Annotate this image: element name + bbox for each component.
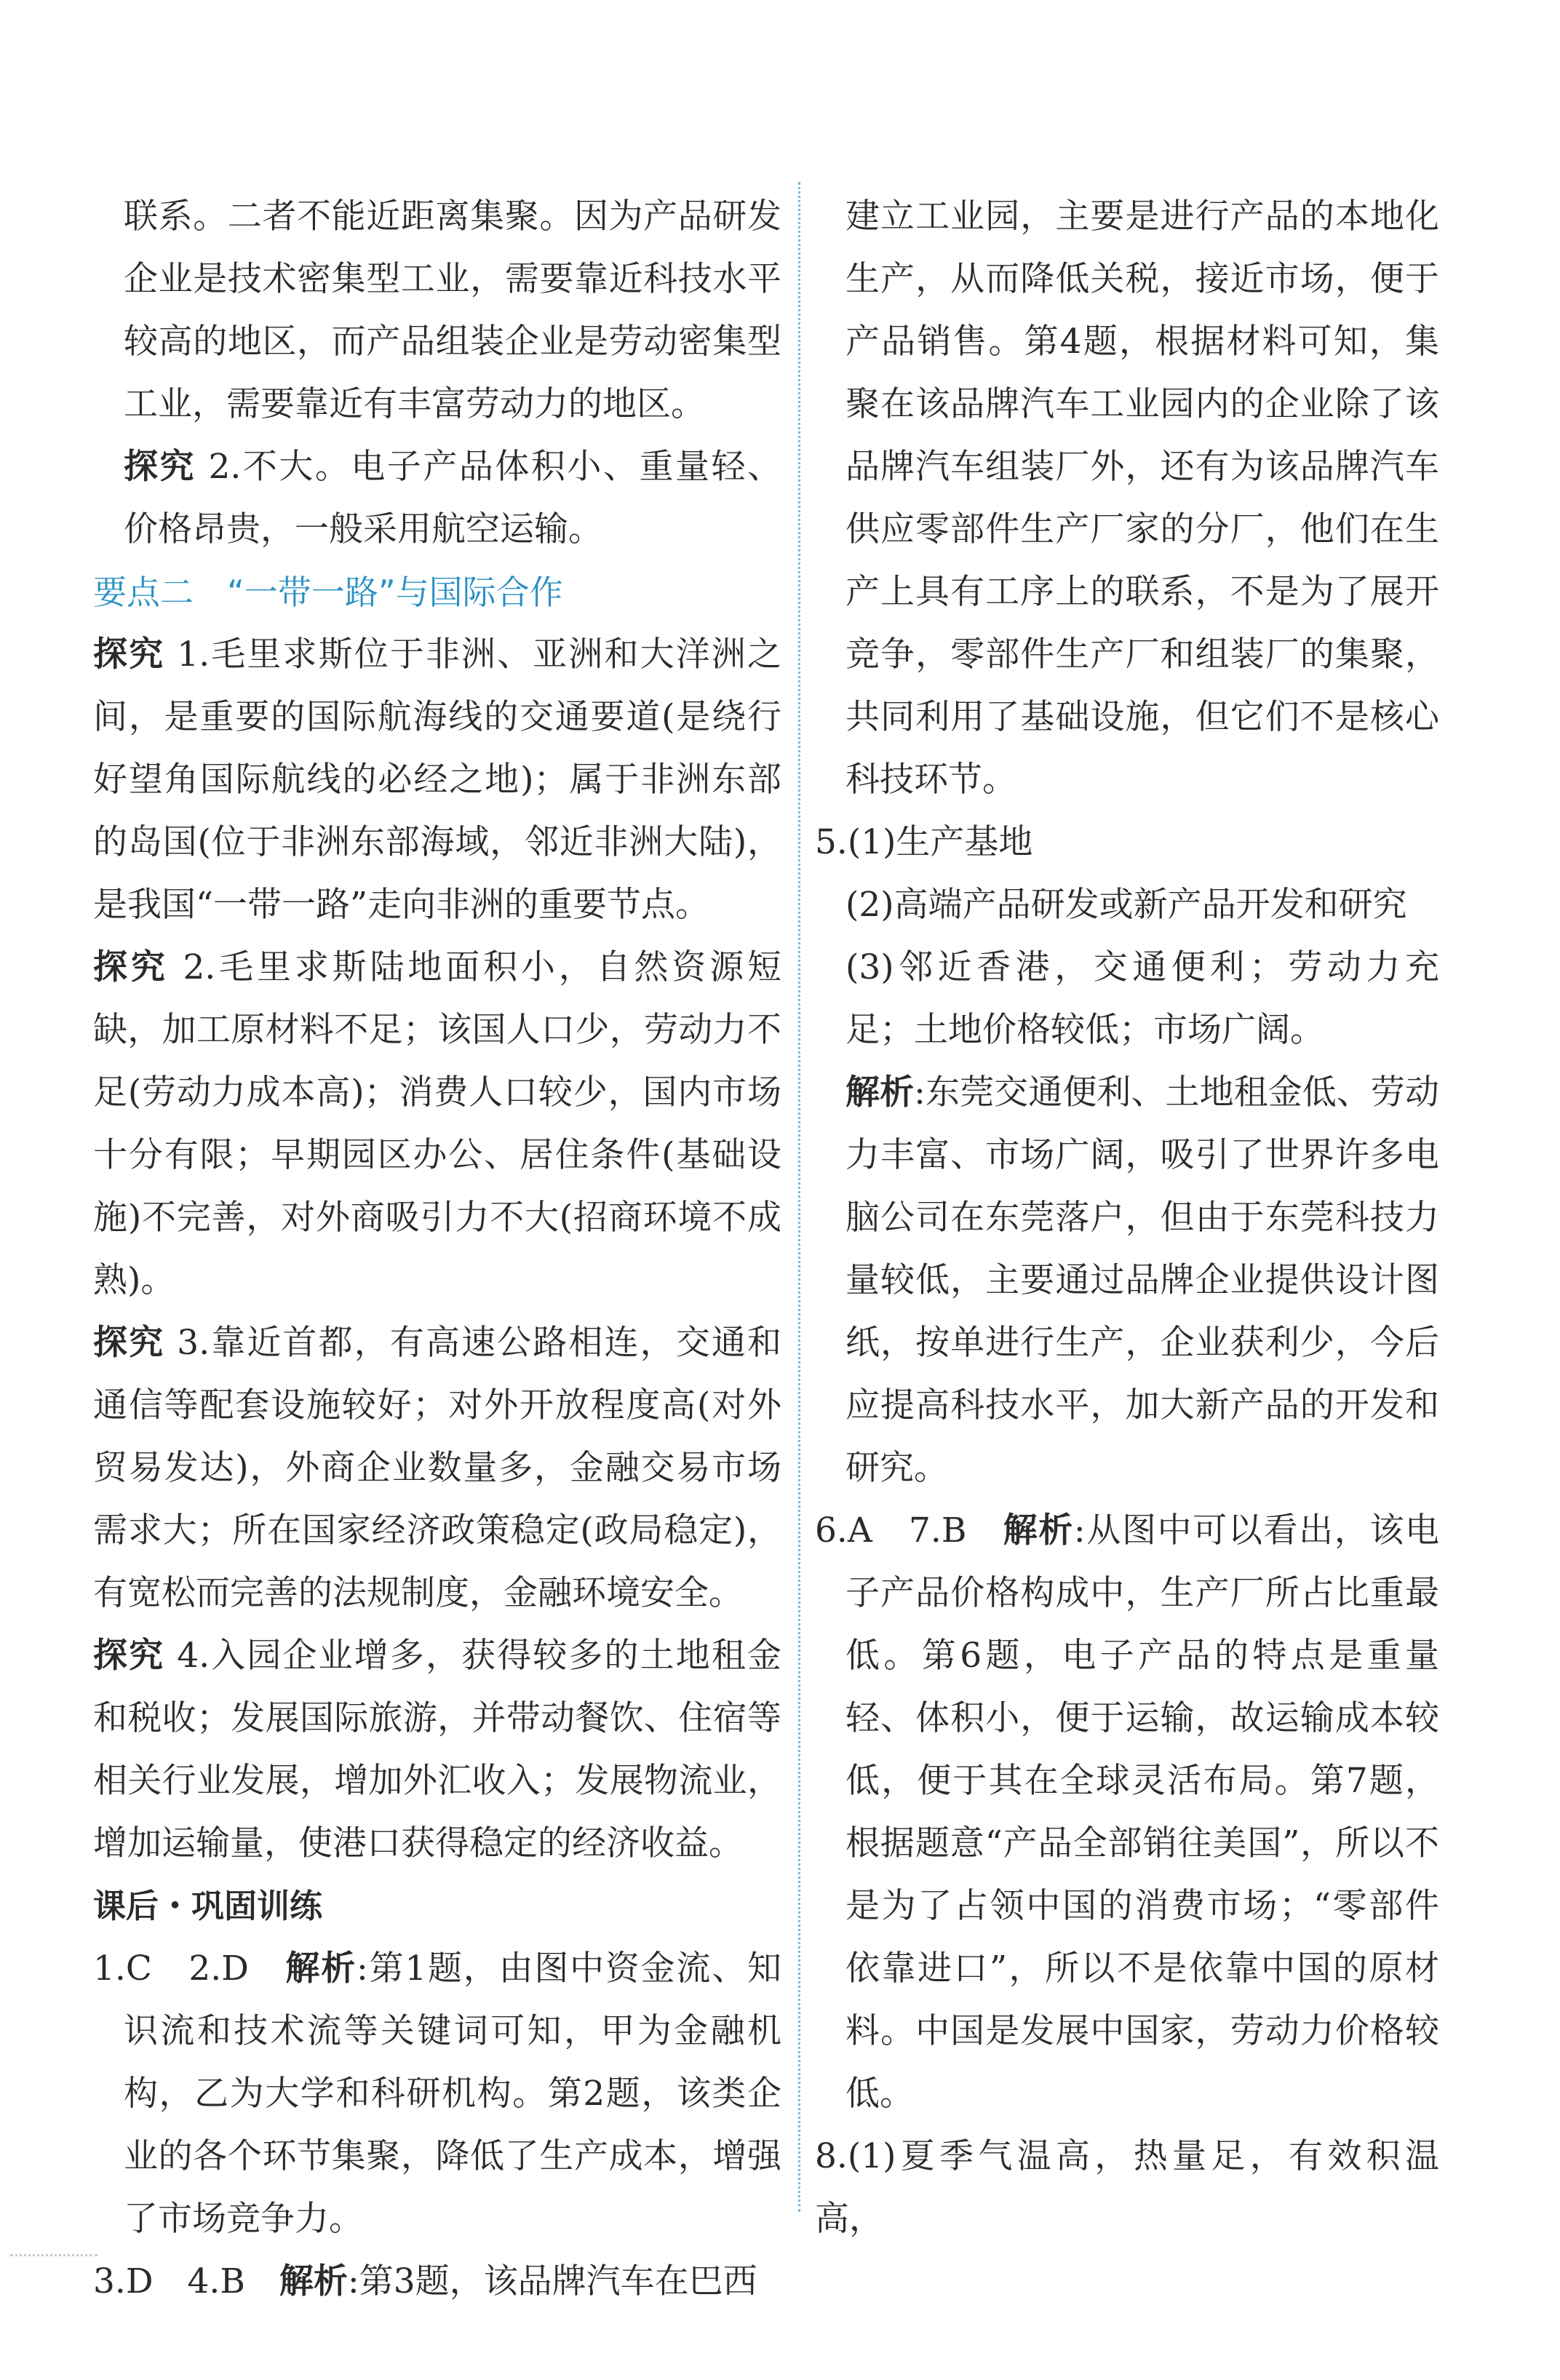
footer-dotted-mark (10, 2254, 98, 2259)
analysis-label: 解析 (279, 2261, 348, 2301)
explore-4-answer (93, 1625, 781, 1875)
explore-3-answer (93, 1312, 781, 1625)
answer-q5-part1: 5.(1)生产基地 (815, 822, 1033, 862)
analysis-text: :东莞交通便利、土地租金低、劳动力丰富、市场广阔，吸引了世界许多电脑公司在东莞落户，但由于东莞科技力量较低，主要通过品牌企业提供设计图纸，按单进行生产，企业获利少，今后应提高科技水平，加大新产品的开发和研究。 (845, 1072, 1439, 1488)
answer-q5-analysis (815, 1062, 1439, 1500)
answer-q1-q2 (93, 1938, 781, 2250)
subsection-title: 课后・巩固训练 (93, 1887, 323, 1925)
column-divider (798, 182, 800, 2212)
explore-text: 1.毛里求斯位于非洲、亚洲和大洋洲之间，是重要的国际航海线的交通要道(是绕行好望角国际航线的必经之地)；属于非洲东部的岛国(位于非洲东部海域，邻近非洲大陆)，是我国“一带一路”走向非洲的重要节点。 (93, 634, 781, 925)
explore-text: 3.靠近首都，有高速公路相连，交通和通信等配套设施较好；对外开放程度高(对外贸易发达)，外商企业数量多，金融交易市场需求大；所在国家经济政策稳定(政局稳定)，有宽松而完善的法规制度，金融环境安全。 (93, 1323, 781, 1613)
explore-label: 探究 (93, 1636, 165, 1676)
answer-q5-part2: (2)高端产品研发或新产品开发和研究 (845, 885, 1407, 925)
answer-q8: 8.(1)夏季气温高，热量足，有效积温高， (815, 2136, 1439, 2239)
answer-letters: 3.D 4.B (93, 2261, 279, 2301)
explore-2-answer (93, 436, 781, 561)
explore-1-answer (93, 624, 781, 936)
answer-q3-q4 (93, 2250, 781, 2313)
explore-label: 探究 (124, 447, 196, 487)
explore-text: 2.不大。电子产品体积小、重量轻、价格昂贵，一般采用航空运输。 (124, 447, 781, 549)
explore-label: 探究 (93, 634, 165, 674)
section-title: 要点二 “一带一路”与国际合作 (93, 573, 563, 612)
answer-q5-part3: (3)邻近香港，交通便利；劳动力充足；土地价格较低；市场广阔。 (845, 947, 1439, 1050)
answer-q6-q7 (815, 1500, 1439, 2125)
answer-letters: 6.A 7.B (815, 1511, 1003, 1551)
explore-label: 探究 (93, 947, 169, 987)
right-column (815, 186, 1439, 2250)
analysis-label: 解析 (1003, 1511, 1074, 1551)
analysis-text: :第1题，由图中资金流、知识流和技术流等关键词可知，甲为金融机构，乙为大学和科研机构。第2题，该类企业的各个环节集聚，降低了生产成本，增强了市场竞争力。 (124, 1949, 781, 2239)
explore-text: 4.入园企业增多，获得较多的土地租金和税收；发展国际旅游，并带动餐饮、住宿等相关行业发展，增加外汇收入；发展物流业，增加运输量，使港口获得稳定的经济收益。 (93, 1636, 781, 1863)
left-column (93, 186, 781, 2313)
analysis-text: :第3题，该品牌汽车在巴西 (347, 2261, 757, 2301)
explore-label: 探究 (93, 1323, 165, 1363)
analysis-label: 解析 (285, 1949, 357, 1989)
explore-text: 2.毛里求斯陆地面积小，自然资源短缺，加工原材料不足；该国人口少，劳动力不足(劳动力成本高)；消费人口较少，国内市场十分有限；早期园区办公、居住条件(基础设施)不完善，对外商吸引力不大(招商环境不成熟)。 (93, 947, 781, 1300)
answer-q3-q4-continued: 建立工业园，主要是进行产品的本地化生产，从而降低关税，接近市场，便于产品销售。第4题，根据材料可知，集聚在该品牌汽车工业园内的企业除了该品牌汽车组装厂外，还有为该品牌汽车供应零部件生产厂家的分厂，他们在生产上具有工序上的联系，不是为了展开竞争，零部件生产厂和组装厂的集聚，共同利用了基础设施，但它们不是核心科技环节。 (845, 196, 1439, 800)
answer-letters: 1.C 2.D (93, 1949, 286, 1989)
analysis-text: :从图中可以看出，该电子产品价格构成中，生产厂所占比重最低。第6题，电子产品的特点是重量轻、体积小，便于运输，故运输成本较低，便于其在全球灵活布局。第7题，根据题意“产品全部销往美国”，所以不是为了占领中国的消费市场；“零部件依靠进口”，所以不是依靠中国的原材料。中国是发展中国家，劳动力价格较低。 (845, 1511, 1439, 2114)
analysis-label: 解析 (845, 1072, 915, 1113)
left-paragraph-continued: 联系。二者不能近距离集聚。因为产品研发企业是技术密集型工业，需要靠近科技水平较高的地区，而产品组装企业是劳动密集型工业，需要靠近有丰富劳动力的地区。 (124, 196, 781, 424)
explore-2b-answer (93, 936, 781, 1312)
